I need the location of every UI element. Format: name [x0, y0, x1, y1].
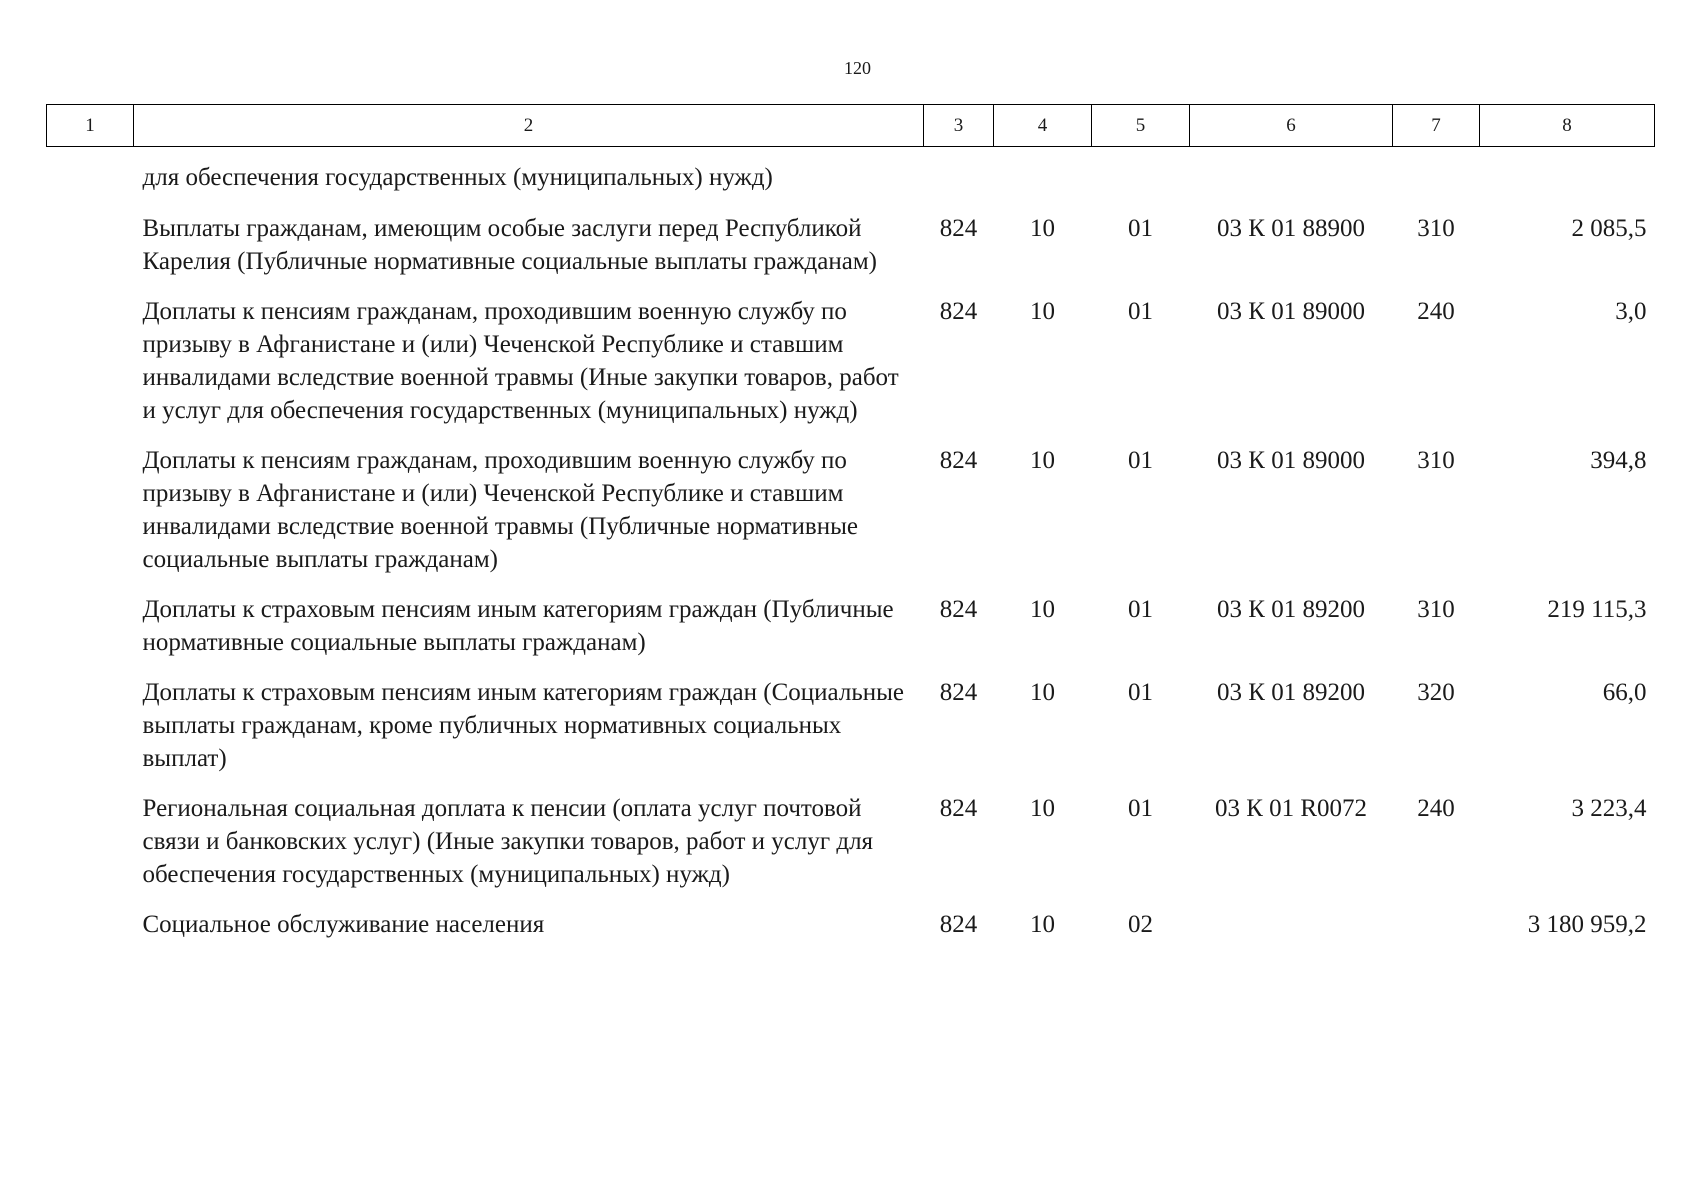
empty-cell	[47, 147, 134, 201]
subsection-code: 01	[1128, 679, 1153, 706]
empty-cell	[47, 896, 134, 946]
amount: 2 085,5	[1571, 215, 1647, 242]
expense-type-code	[1393, 147, 1480, 201]
empty-cell	[47, 200, 134, 283]
row-description: Выплаты гражданам, имеющим особые заслуги перед Республикой Карелия (Публичные нормативные социальные выплаты гражданам)	[142, 215, 877, 275]
row-description: Социальное обслуживание населения	[142, 911, 545, 938]
subsection-code: 02	[1128, 911, 1153, 938]
table-row	[47, 664, 1655, 780]
row-description: Доплаты к пенсиям гражданам, проходившим военную службу по призыву в Афганистане и (или) Чеченской Республике и ставшим инвалидами вследствие военной травмы (Иные закупки товаров, работ и услуг для обеспечения государственных (муниципальных) нужд)	[142, 298, 899, 424]
table-row	[47, 200, 1655, 283]
budget-table	[46, 104, 1655, 946]
table-row	[47, 780, 1655, 896]
section-code: 10	[1030, 298, 1055, 325]
row-description: Доплаты к пенсиям гражданам, проходившим военную службу по призыву в Афганистане и (или) Чеченской Республике и ставшим инвалидами вследствие военной травмы (Публичные нормативные социальные выплаты гражданам)	[142, 447, 859, 573]
target-article-code	[1190, 147, 1393, 201]
subsection-code	[1092, 147, 1190, 201]
expense-type-code: 310	[1417, 447, 1455, 474]
table-row	[47, 896, 1655, 946]
ministry-code: 824	[939, 215, 978, 242]
table-row	[47, 147, 1655, 201]
expense-type-code: 310	[1417, 596, 1455, 623]
expense-type-code: 240	[1417, 298, 1455, 325]
section-code: 10	[1030, 911, 1055, 938]
subsection-code: 01	[1128, 298, 1153, 325]
section-code: 10	[1030, 215, 1055, 242]
amount: 3 180 959,2	[1527, 911, 1647, 938]
empty-cell	[47, 664, 134, 780]
target-article-code: 03 К 01 89000	[1217, 298, 1365, 325]
ministry-code	[924, 147, 994, 201]
amount	[1480, 147, 1655, 201]
column-header-1: 1	[47, 105, 134, 147]
ministry-code: 824	[939, 298, 978, 325]
target-article-code: 03 К 01 R0072	[1214, 795, 1368, 822]
ministry-code: 824	[939, 596, 978, 623]
table-row	[47, 432, 1655, 581]
column-header-7: 7	[1393, 105, 1480, 147]
target-article-code	[1190, 896, 1393, 946]
row-description: Доплаты к страховым пенсиям иным категориям граждан (Социальные выплаты гражданам, кроме публичных нормативных социальных выплат)	[142, 679, 904, 772]
amount: 66,0	[1602, 679, 1647, 706]
row-description: Доплаты к страховым пенсиям иным категориям граждан (Публичные нормативные социальные выплаты гражданам)	[142, 596, 894, 656]
target-article-code: 03 К 01 89200	[1217, 679, 1365, 706]
section-code	[994, 147, 1092, 201]
target-article-code: 03 К 01 89000	[1217, 447, 1365, 474]
amount: 219 115,3	[1547, 596, 1647, 623]
section-code: 10	[1030, 596, 1055, 623]
subsection-code: 01	[1128, 795, 1153, 822]
row-description: для обеспечения государственных (муниципальных) нужд)	[142, 164, 773, 191]
column-header-5: 5	[1092, 105, 1190, 147]
ministry-code: 824	[939, 447, 978, 474]
target-article-code: 03 К 01 88900	[1217, 215, 1365, 242]
subsection-code: 01	[1128, 447, 1153, 474]
section-code: 10	[1030, 795, 1055, 822]
empty-cell	[47, 432, 134, 581]
expense-type-code	[1393, 896, 1480, 946]
amount: 3 223,4	[1571, 795, 1647, 822]
target-article-code: 03 К 01 89200	[1217, 596, 1365, 623]
ministry-code: 824	[939, 795, 978, 822]
page-number: 120	[844, 58, 871, 78]
empty-cell	[47, 780, 134, 896]
ministry-code: 824	[939, 911, 978, 938]
column-header-4: 4	[994, 105, 1092, 147]
column-header-8: 8	[1480, 105, 1655, 147]
table-row	[47, 581, 1655, 664]
empty-cell	[47, 283, 134, 432]
section-code: 10	[1030, 447, 1055, 474]
expense-type-code: 320	[1417, 679, 1455, 706]
empty-cell	[47, 581, 134, 664]
expense-type-code: 310	[1417, 215, 1455, 242]
subsection-code: 01	[1128, 215, 1153, 242]
column-header-6: 6	[1190, 105, 1393, 147]
row-description: Региональная социальная доплата к пенсии (оплата услуг почтовой связи и банковских услуг) (Иные закупки товаров, работ и услуг для обеспечения государственных (муниципальных) нужд)	[142, 795, 874, 888]
section-code: 10	[1030, 679, 1055, 706]
column-number-header	[47, 105, 1655, 147]
table-row	[47, 283, 1655, 432]
column-header-2: 2	[134, 105, 924, 147]
column-header-3: 3	[924, 105, 994, 147]
expense-type-code: 240	[1417, 795, 1455, 822]
ministry-code: 824	[939, 679, 978, 706]
subsection-code: 01	[1128, 596, 1153, 623]
amount: 3,0	[1615, 298, 1647, 325]
amount: 394,8	[1590, 447, 1647, 474]
